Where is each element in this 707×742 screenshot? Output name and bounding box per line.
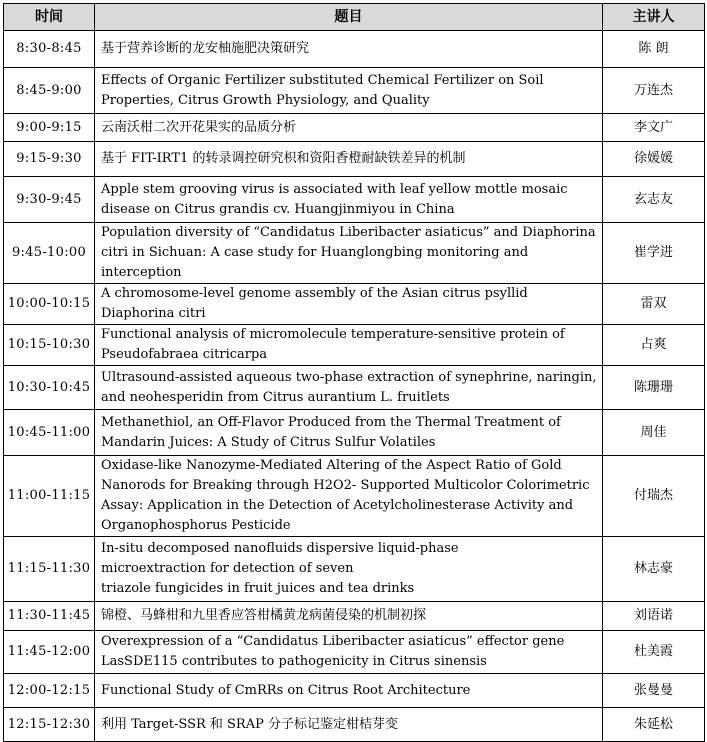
speaker-cell: 杜美霞 <box>603 631 705 674</box>
table-row <box>4 708 705 742</box>
speaker-cell: 雷双 <box>603 284 705 325</box>
topic-cell: Methanethiol, an Off-Flavor Produced from the Thermal Treatment of Mandarin Juices: A Study of Citrus Sulfur Volatiles <box>95 410 603 456</box>
topic-line: microextraction for detection of seven <box>101 561 354 576</box>
time-cell: 11:15-11:30 <box>4 537 95 602</box>
topic-line: triazole fungicides in fruit juices and tea drinks <box>101 581 415 596</box>
speaker-cell: 张曼曼 <box>603 674 705 708</box>
time-cell: 10:45-11:00 <box>4 410 95 456</box>
table-row <box>4 142 705 177</box>
speaker-cell: 占爽 <box>603 325 705 366</box>
topic-cell: Ultrasound-assisted aqueous two-phase extraction of synephrine, naringin, and neohesperidin from Citrus aurantium L. fruitlets <box>95 366 603 410</box>
schedule-table <box>3 3 705 742</box>
speaker-cell: 陈 朗 <box>603 31 705 68</box>
topic-cell: A chromosome-level genome assembly of the Asian citrus psyllid Diaphorina citri <box>95 284 603 325</box>
time-cell: 12:00-12:15 <box>4 674 95 708</box>
header-row <box>4 4 705 31</box>
speaker-cell: 陈珊珊 <box>603 366 705 410</box>
topic-cell <box>95 537 603 602</box>
topic-cell: 云南沃柑二次开花果实的品质分析 <box>95 114 603 142</box>
topic-line: In-situ decomposed nanofluids dispersive liquid-phase <box>101 541 459 556</box>
table-row <box>4 31 705 68</box>
topic-cell: Overexpression of a “Candidatus Liberibacter asiaticus” effector gene LasSDE115 contributes to pathogenicity in Citrus sinensis <box>95 631 603 674</box>
time-cell: 12:15-12:30 <box>4 708 95 742</box>
time-cell: 10:00-10:15 <box>4 284 95 325</box>
header-speaker: 主讲人 <box>603 4 705 31</box>
topic-cell: Apple stem grooving virus is associated with leaf yellow mottle mosaic disease on Citrus grandis cv. Huangjinmiyou in China <box>95 177 603 223</box>
speaker-cell: 玄志友 <box>603 177 705 223</box>
table-row <box>4 68 705 114</box>
speaker-cell: 林志豪 <box>603 537 705 602</box>
topic-cell: 锦橙、马蜂柑和九里香应答柑橘黄龙病菌侵染的机制初探 <box>95 602 603 631</box>
speaker-cell: 崔学进 <box>603 223 705 284</box>
speaker-cell: 付瑞杰 <box>603 456 705 537</box>
speaker-cell: 刘语诺 <box>603 602 705 631</box>
time-cell: 9:00-9:15 <box>4 114 95 142</box>
header-time: 时间 <box>4 4 95 31</box>
table-row <box>4 456 705 537</box>
time-cell: 11:45-12:00 <box>4 631 95 674</box>
table-row <box>4 325 705 366</box>
table-row <box>4 410 705 456</box>
time-cell: 9:45-10:00 <box>4 223 95 284</box>
topic-cell: 利用 Target-SSR 和 SRAP 分子标记鉴定柑桔芽变 <box>95 708 603 742</box>
time-cell: 9:30-9:45 <box>4 177 95 223</box>
time-cell: 9:15-9:30 <box>4 142 95 177</box>
topic-cell: Population diversity of “Candidatus Liberibacter asiaticus” and Diaphorina citri in Sichuan: A case study for Huanglongbing monitoring and interception <box>95 223 603 284</box>
speaker-cell: 周佳 <box>603 410 705 456</box>
time-cell: 11:00-11:15 <box>4 456 95 537</box>
topic-cell: Functional analysis of micromolecule temperature-sensitive protein of Pseudofabraea citricarpa <box>95 325 603 366</box>
table-row <box>4 177 705 223</box>
time-cell: 8:45-9:00 <box>4 68 95 114</box>
table-row <box>4 537 705 602</box>
header-topic: 题目 <box>95 4 603 31</box>
table-row <box>4 602 705 631</box>
speaker-cell: 万连杰 <box>603 68 705 114</box>
time-cell: 10:15-10:30 <box>4 325 95 366</box>
time-cell: 10:30-10:45 <box>4 366 95 410</box>
topic-cell: Effects of Organic Fertilizer substituted Chemical Fertilizer on Soil Properties, Citrus Growth Physiology, and Quality <box>95 68 603 114</box>
table-row <box>4 674 705 708</box>
topic-cell: 基于营养诊断的龙安柚施肥决策研究 <box>95 31 603 68</box>
speaker-cell: 徐媛媛 <box>603 142 705 177</box>
table-row <box>4 284 705 325</box>
time-cell: 8:30-8:45 <box>4 31 95 68</box>
topic-cell: Functional Study of CmRRs on Citrus Root Architecture <box>95 674 603 708</box>
speaker-cell: 朱延松 <box>603 708 705 742</box>
speaker-cell: 李文广 <box>603 114 705 142</box>
topic-cell: Oxidase-like Nanozyme-Mediated Altering of the Aspect Ratio of Gold Nanorods for Breaking through H2O2- Supported Multicolor Colorimetric Assay: Application in the Detection of Acetylcholinesterase Activity and Organophosphorus Pesticide <box>95 456 603 537</box>
table-row <box>4 223 705 284</box>
table-row <box>4 631 705 674</box>
table-row <box>4 114 705 142</box>
table-row <box>4 366 705 410</box>
topic-cell: 基于 FIT-IRT1 的转录调控研究枳和资阳香橙耐缺铁差异的机制 <box>95 142 603 177</box>
time-cell: 11:30-11:45 <box>4 602 95 631</box>
